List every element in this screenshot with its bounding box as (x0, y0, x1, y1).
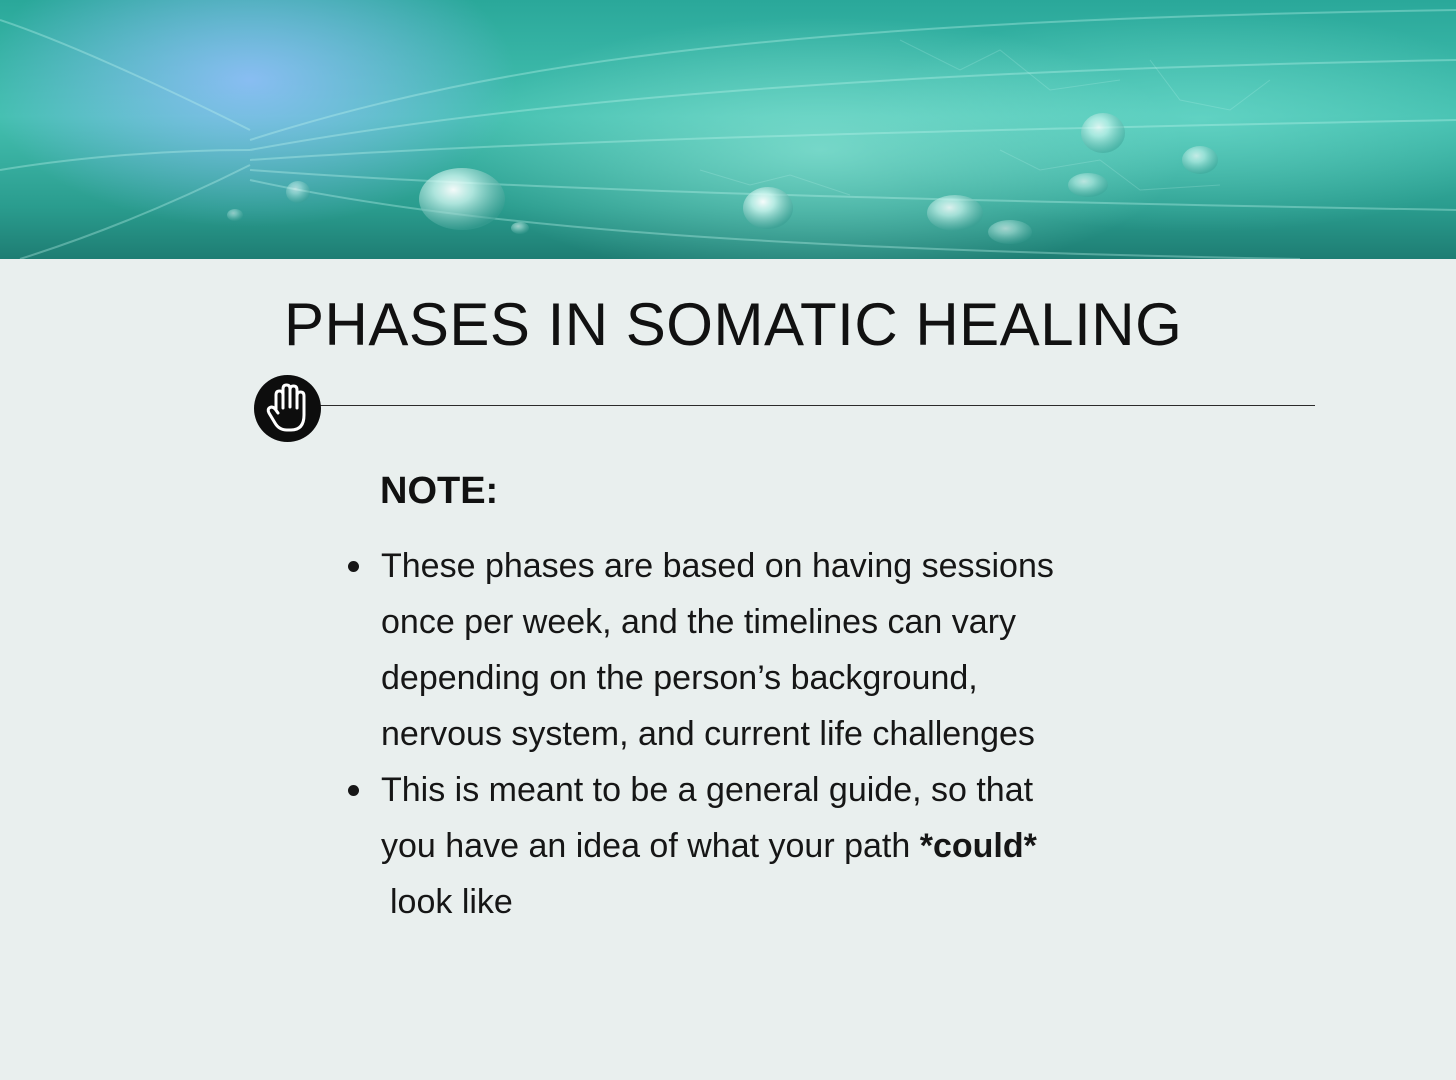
leaf-texture (0, 0, 1456, 259)
water-droplet (419, 168, 505, 230)
note-heading: NOTE: (380, 470, 499, 512)
divider-line (318, 405, 1315, 406)
bullet-text-line (381, 818, 1146, 874)
page-title: PHASES IN SOMATIC HEALING (284, 291, 1183, 358)
bullet-text-line: depending on the person’s background, (381, 659, 978, 697)
water-droplet (511, 222, 529, 234)
list-item (346, 762, 1146, 930)
water-droplet (1068, 173, 1108, 197)
header-image (0, 0, 1456, 259)
bullet-text-line: These phases are based on having sessions (381, 547, 1054, 585)
bullet-text-line: nervous system, and current life challenges (381, 715, 1035, 753)
water-droplet (1081, 113, 1125, 153)
bullet-text-prefix: you have an idea of what your path (381, 827, 920, 865)
water-droplet (988, 220, 1032, 244)
bullet-text-line: look like (390, 883, 513, 921)
bold-emphasis: *could* (919, 827, 1037, 865)
water-droplet (927, 195, 983, 231)
water-droplet (227, 209, 243, 221)
water-droplet (743, 187, 793, 229)
bullet-text-line: This is meant to be a general guide, so that (381, 771, 1034, 809)
water-droplet (1182, 146, 1218, 174)
bullet-text-line: once per week, and the timelines can vary (381, 603, 1017, 641)
note-list (346, 538, 1146, 930)
raised-hand-icon (254, 375, 321, 442)
water-droplet (286, 181, 310, 203)
list-item (346, 538, 1146, 762)
